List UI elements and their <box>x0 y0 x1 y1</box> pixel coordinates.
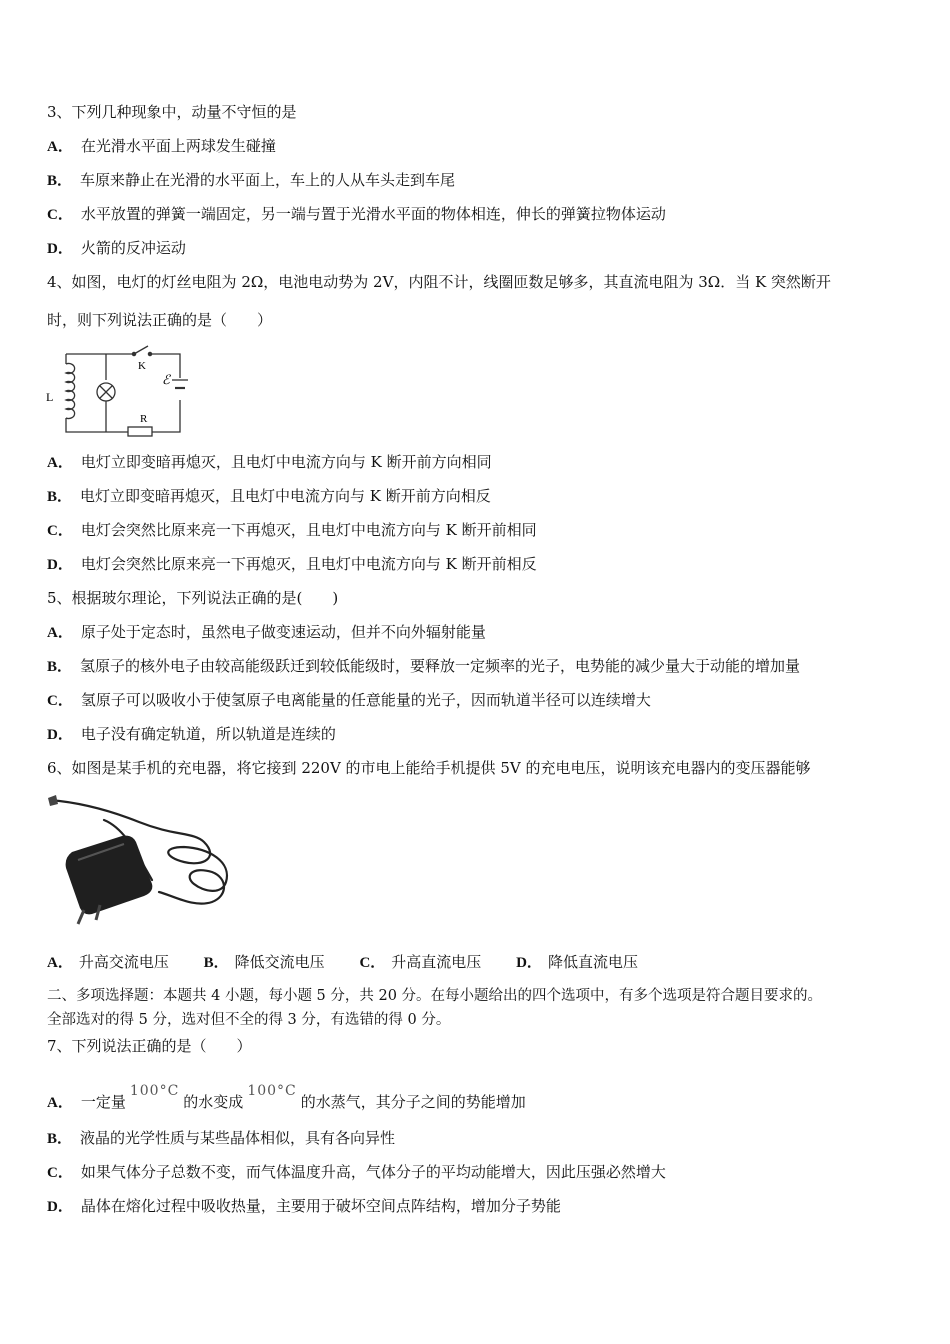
q3-option-d: D． 火箭的反冲运动 <box>47 239 186 257</box>
q7-option-a: A． 一定量100°C的水变成100°C的水蒸气，其分子之间的势能增加 <box>47 1078 526 1116</box>
section2-line2: 全部选对的得 5 分，选对但不全的得 3 分，有选错的得 0 分。 <box>47 1012 451 1028</box>
resistor-label: R <box>140 413 148 425</box>
q7-option-d: D． 晶体在熔化过程中吸收热量，主要用于破坏空间点阵结构，增加分子势能 <box>47 1197 561 1215</box>
q7-option-b: B． 液晶的光学性质与某些晶体相似，具有各向异性 <box>47 1129 396 1147</box>
q3-option-b: B． 车原来静止在光滑的水平面上，车上的人从车头走到车尾 <box>47 171 456 189</box>
temperature-value-1: 100°C <box>129 1083 180 1099</box>
section2-line1: 二、多项选择题：本题共 4 小题，每小题 5 分，共 20 分。在每小题给出的四个选项中，有多个选项是符合题目要求的。 <box>47 988 823 1004</box>
q4-option-b: B． 电灯立即变暗再熄灭，且电灯中电流方向与 K 断开前方向相反 <box>47 487 491 505</box>
q6-stem: 6、如图是某手机的充电器，将它接到 220V 的市电上能给手机提供 5V 的充电电压，说明该充电器内的变压器能够 <box>47 759 811 777</box>
q4-stem-line1: 4、如图，电灯的灯丝电阻为 2Ω，电池电动势为 2V，内阻不计，线圈匝数足够多，其直流电阻为 3Ω．当 K 突然断开 <box>47 273 831 291</box>
q6-option-b: B． 降低交流电压 <box>203 953 325 971</box>
q6-option-a: A． 升高交流电压 <box>47 953 169 971</box>
q6-option-d: D． 降低直流电压 <box>516 953 638 971</box>
q5-stem: 5、根据玻尔理论，下列说法正确的是( ) <box>47 589 339 607</box>
q7-stem: 7、下列说法正确的是（ ） <box>47 1037 252 1055</box>
q6-option-c: C． 升高直流电压 <box>359 953 482 971</box>
q5-option-a: A． 原子处于定态时，虽然电子做变速运动，但并不向外辐射能量 <box>47 623 486 641</box>
q4-stem-line2: 时，则下列说法正确的是（ ） <box>47 311 273 329</box>
q4-option-a: A． 电灯立即变暗再熄灭，且电灯中电流方向与 K 断开前方向相同 <box>47 453 492 471</box>
q3-option-a: A． 在光滑水平面上两球发生碰撞 <box>47 137 276 155</box>
q5-option-b: B． 氢原子的核外电子由较高能级跃迁到较低能级时，要释放一定频率的光子，电势能的减少量大于动能的增加量 <box>47 657 801 675</box>
q4-option-c: C． 电灯会突然比原来亮一下再熄灭，且电灯中电流方向与 K 断开前相同 <box>47 521 537 539</box>
switch-label: K <box>138 360 146 372</box>
circuit-diagram <box>44 342 190 440</box>
q3-stem: 3、下列几种现象中，动量不守恒的是 <box>47 103 297 121</box>
coil-label: L <box>46 390 54 404</box>
charger-image <box>44 792 240 926</box>
q7-option-c: C． 如果气体分子总数不变，而气体温度升高，气体分子的平均动能增大，因此压强必然增大 <box>47 1163 666 1181</box>
battery-label: ℰ <box>162 372 170 387</box>
q6-options-row <box>47 952 668 973</box>
q4-option-d: D． 电灯会突然比原来亮一下再熄灭，且电灯中电流方向与 K 断开前相反 <box>47 555 537 573</box>
q3-option-c: C． 水平放置的弹簧一端固定，另一端与置于光滑水平面的物体相连，伸长的弹簧拉物体运动 <box>47 205 666 223</box>
temperature-value-2: 100°C <box>247 1083 297 1099</box>
q5-option-c: C． 氢原子可以吸收小于使氢原子电离能量的任意能量的光子，因而轨道半径可以连续增大 <box>47 691 651 709</box>
q5-option-d: D． 电子没有确定轨道，所以轨道是连续的 <box>47 725 336 743</box>
